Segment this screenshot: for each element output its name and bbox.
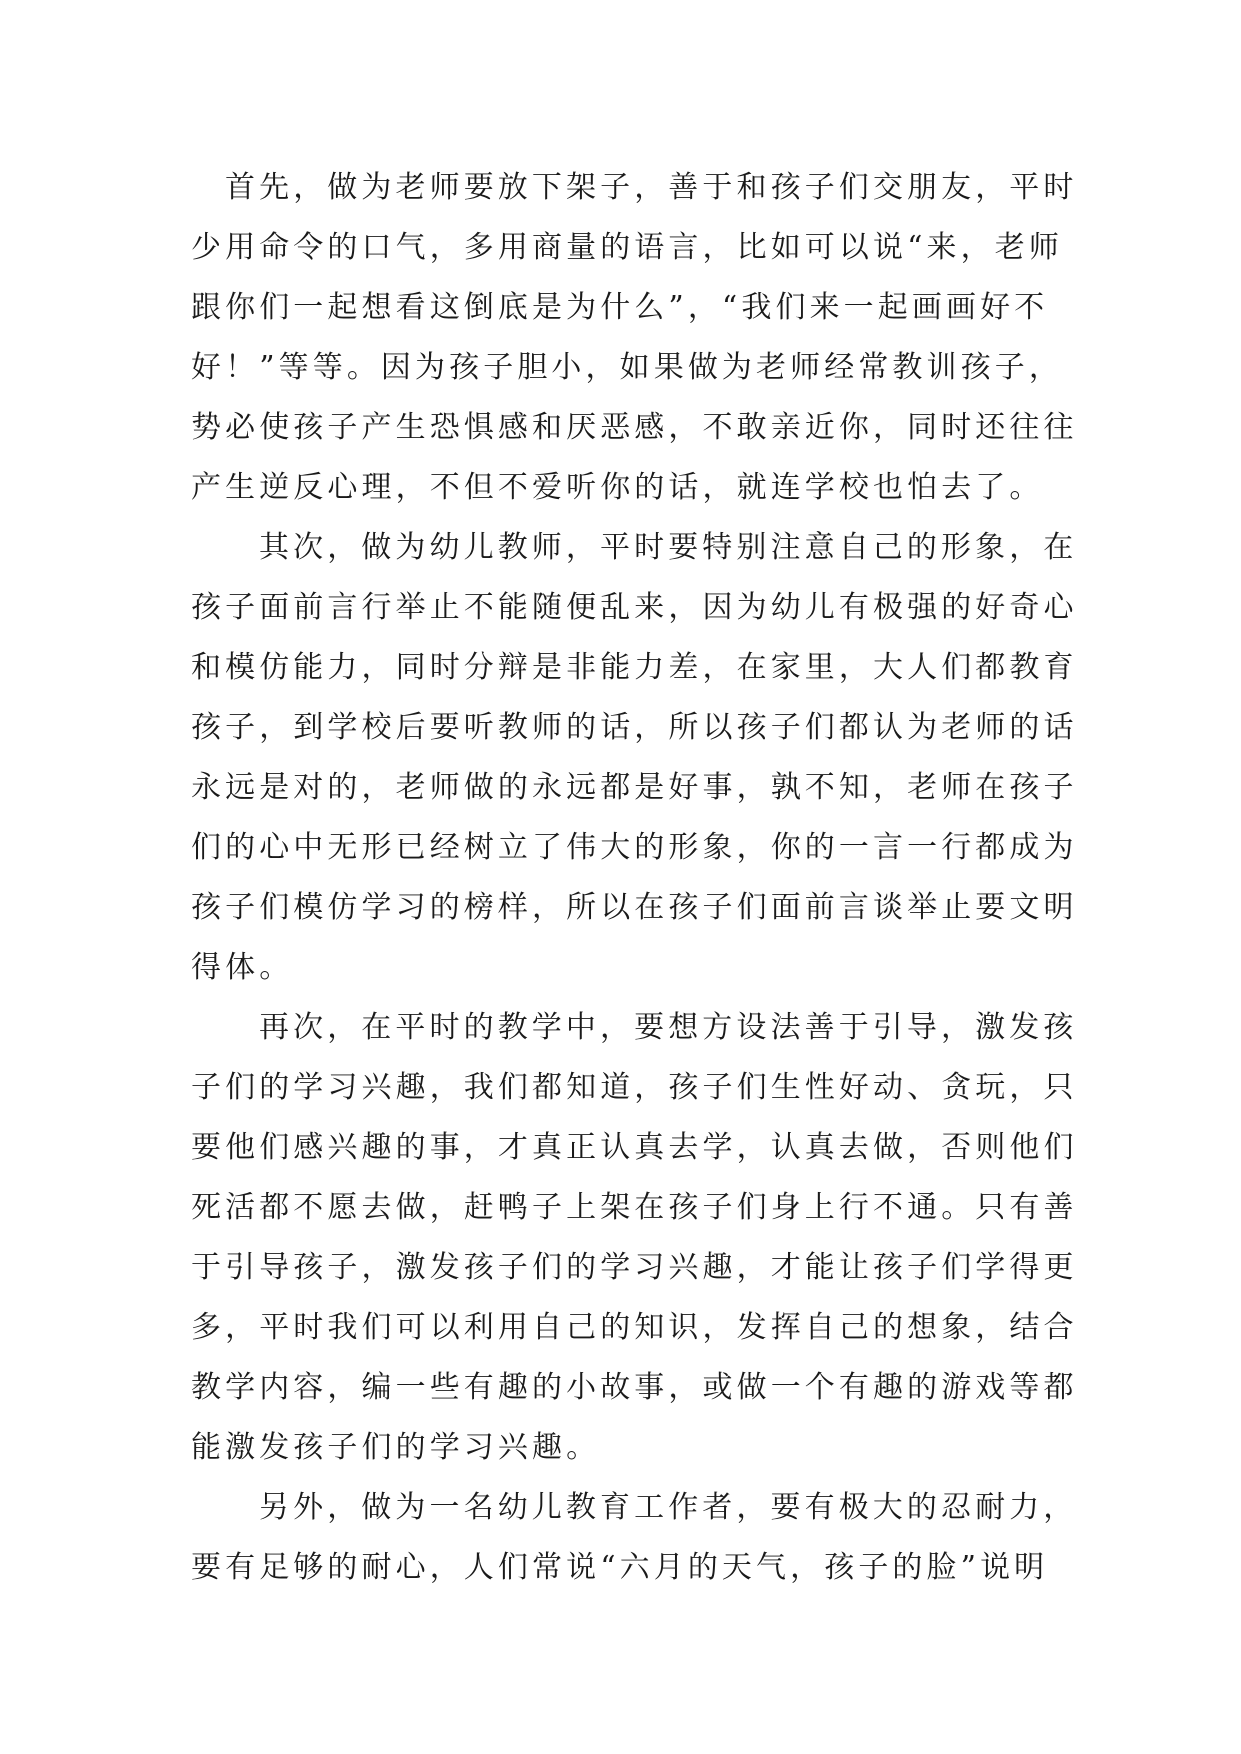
- paragraph-1: [191, 158, 1078, 518]
- text-line: 跟你们一起想看这倒底是为什么”，“我们来一起画画好不: [191, 290, 1049, 325]
- text-line: 得体。: [191, 950, 294, 985]
- text-line: 少用命令的口气，多用商量的语言，比如可以说“来，老师: [191, 230, 1063, 265]
- text-line: 势必使孩子产生恐惧感和厌恶感，不敢亲近你，同时还往往: [191, 410, 1078, 445]
- text-line: 再次，在平时的教学中，要想方设法善于引导，激发孩: [259, 1010, 1078, 1045]
- text-line: 首先，做为老师要放下架子，善于和孩子们交朋友，平时: [225, 170, 1078, 205]
- paragraph-2: [191, 518, 1078, 998]
- text-line: 要有足够的耐心，人们常说“六月的天气，孩子的脸”说明: [191, 1550, 1049, 1585]
- paragraph-4: [191, 1478, 1078, 1598]
- text-line: 于引导孩子，激发孩子们的学习兴趣，才能让孩子们学得更: [191, 1250, 1078, 1285]
- text-line: 其次，做为幼儿教师，平时要特别注意自己的形象，在: [259, 530, 1078, 565]
- text-line: 和模仿能力，同时分辩是非能力差，在家里，大人们都教育: [191, 650, 1078, 685]
- text-line: 孩子面前言行举止不能随便乱来，因为幼儿有极强的好奇心: [191, 590, 1078, 625]
- text-line: 死活都不愿去做，赶鸭子上架在孩子们身上行不通。只有善: [191, 1190, 1078, 1225]
- text-line: 永远是对的，老师做的永远都是好事，孰不知，老师在孩子: [191, 770, 1078, 805]
- text-line: 子们的学习兴趣，我们都知道，孩子们生性好动、贪玩，只: [191, 1070, 1078, 1105]
- text-line: 孩子们模仿学习的榜样，所以在孩子们面前言谈举止要文明: [191, 890, 1078, 925]
- text-line: 们的心中无形已经树立了伟大的形象，你的一言一行都成为: [191, 830, 1078, 865]
- text-line: 要他们感兴趣的事，才真正认真去学，认真去做，否则他们: [191, 1130, 1078, 1165]
- text-line: 产生逆反心理，不但不爱听你的话，就连学校也怕去了。: [191, 470, 1044, 505]
- paragraph-3: [191, 998, 1078, 1478]
- text-line: 另外，做为一名幼儿教育工作者，要有极大的忍耐力，: [259, 1490, 1078, 1525]
- text-line: 能激发孩子们的学习兴趣。: [191, 1430, 601, 1465]
- text-line: 孩子，到学校后要听教师的话，所以孩子们都认为老师的话: [191, 710, 1078, 745]
- text-line: 好！”等等。因为孩子胆小，如果做为老师经常教训孩子，: [191, 350, 1063, 385]
- document-body: [191, 158, 1078, 1598]
- text-line: 多，平时我们可以利用自己的知识，发挥自己的想象，结合: [191, 1310, 1078, 1345]
- text-line: 教学内容，编一些有趣的小故事，或做一个有趣的游戏等都: [191, 1370, 1078, 1405]
